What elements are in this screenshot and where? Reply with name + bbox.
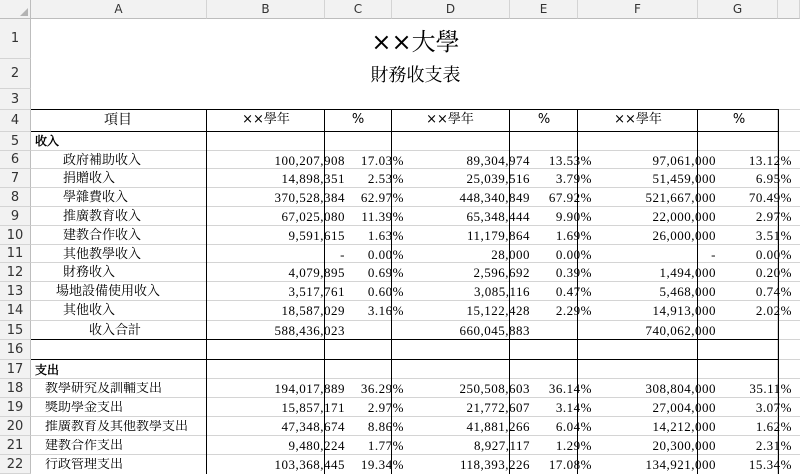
income-pct-2: 0.00%: [555, 247, 592, 262]
expense-pct-1: 1.77%: [367, 438, 404, 453]
income-value-3: 22,000,000: [652, 209, 716, 224]
header-year-3: ××學年: [614, 112, 662, 127]
expense-pct-2: 17.08%: [548, 457, 592, 472]
income-pct-1: 62.97%: [360, 190, 404, 205]
table-column-border: [206, 109, 207, 474]
expense-value-1: 47,348,674: [281, 419, 345, 434]
header-pct-3: %: [732, 112, 746, 127]
income-pct-3: 13.12%: [748, 153, 792, 168]
income-pct-2: 67.92%: [548, 190, 592, 205]
income-pct-1: 0.60%: [367, 284, 404, 299]
expense-value-2: 21,772,607: [466, 400, 530, 415]
header-year-1: ××學年: [242, 112, 290, 127]
header-item: 項目: [104, 112, 132, 128]
income-value-1: 67,025,080: [281, 209, 345, 224]
header-bottom-border: [31, 131, 779, 132]
income-item-label: 其他教學收入: [63, 247, 142, 262]
expense-pct-1: 8.86%: [367, 419, 404, 434]
expense-item-label: 獎助學金支出: [45, 401, 124, 414]
income-value-3: 51,459,000: [652, 171, 716, 186]
expense-value-3: 308,804,000: [645, 381, 716, 396]
expense-value-2: 250,508,603: [459, 381, 530, 396]
row-header-20[interactable]: 20: [0, 417, 31, 436]
row-header-8[interactable]: 8: [0, 188, 31, 207]
expense-pct-3: 2.31%: [755, 438, 792, 453]
income-pct-3: 70.49%: [748, 190, 792, 205]
total-bottom-border: [31, 359, 779, 360]
income-value-3: 5,468,000: [659, 284, 716, 299]
income-value-2: 65,348,444: [466, 209, 530, 224]
row-header-19[interactable]: 19: [0, 398, 31, 417]
column-header-f[interactable]: F: [578, 0, 698, 19]
expense-value-1: 103,368,445: [274, 457, 345, 472]
expense-pct-2: 1.29%: [555, 438, 592, 453]
income-item-label: 推廣教育收入: [63, 209, 142, 224]
row-header-17[interactable]: 17: [0, 360, 31, 379]
expense-value-2: 118,393,226: [459, 457, 530, 472]
income-value-1: 370,528,384: [274, 190, 345, 205]
income-value-3: 14,913,000: [652, 303, 716, 318]
row-header-16[interactable]: 16: [0, 340, 31, 360]
income-item-label: 場地設備使用收入: [56, 284, 161, 299]
income-pct-3: 3.51%: [755, 228, 792, 243]
income-value-3: 1,494,000: [659, 265, 716, 280]
select-all-triangle-icon: [20, 8, 28, 16]
expense-pct-3: 35.11%: [749, 381, 792, 396]
expense-pct-2: 36.14%: [548, 381, 592, 396]
income-pct-3: 2.02%: [755, 303, 792, 318]
gridline-horizontal: [31, 281, 800, 282]
gridline-horizontal: [31, 454, 800, 455]
income-value-1: 9,591,615: [288, 228, 345, 243]
income-value-1: 3,517,761: [288, 284, 345, 299]
income-pct-2: 1.69%: [555, 228, 592, 243]
expense-value-1: 9,480,224: [288, 438, 345, 453]
income-value-1: 100,207,908: [274, 153, 345, 168]
gridline-horizontal: [31, 187, 800, 188]
income-value-2: 3,085,116: [473, 284, 530, 299]
gridline-horizontal: [31, 150, 800, 151]
gridline-horizontal: [31, 416, 800, 417]
row-header-15[interactable]: 15: [0, 321, 31, 340]
expense-value-3: 27,004,000: [652, 400, 716, 415]
row-3-blank: [31, 89, 800, 109]
income-value-2: 11,179,864: [466, 228, 530, 243]
income-total-value-1: 588,436,023: [274, 323, 345, 338]
row-header-9[interactable]: 9: [0, 207, 31, 226]
header-year-2: ××學年: [426, 112, 474, 127]
income-pct-3: 0.20%: [755, 265, 792, 280]
gridline-horizontal: [31, 320, 800, 321]
income-item-label: 建教合作收入: [63, 228, 142, 243]
expense-value-1: 15,857,171: [281, 400, 345, 415]
expense-value-3: 134,921,000: [645, 457, 716, 472]
column-header-a[interactable]: A: [31, 0, 207, 19]
income-value-3: 97,061,000: [652, 153, 716, 168]
income-pct-2: 2.29%: [555, 303, 592, 318]
expense-pct-1: 36.29%: [360, 381, 404, 396]
income-value-2: 28,000: [491, 247, 530, 262]
income-value-2: 15,122,428: [466, 303, 530, 318]
income-value-2: 448,340,849: [459, 190, 530, 205]
expense-pct-3: 3.07%: [755, 400, 792, 415]
income-item-label: 學雜費收入: [63, 190, 129, 205]
income-pct-2: 0.47%: [555, 284, 592, 299]
column-header-blank[interactable]: [778, 0, 800, 19]
income-pct-1: 2.53%: [367, 171, 404, 186]
gridline-horizontal: [31, 244, 800, 245]
expense-section-label: 支出: [35, 363, 60, 377]
total-top-border: [31, 339, 779, 340]
income-value-3: 26,000,000: [652, 228, 716, 243]
gridline-horizontal: [31, 378, 800, 379]
expense-value-2: 41,881,266: [466, 419, 530, 434]
income-value-1: 18,587,029: [281, 303, 345, 318]
row-header-22[interactable]: 22: [0, 455, 31, 474]
gridline-horizontal: [31, 300, 800, 301]
gridline-horizontal: [31, 206, 800, 207]
income-pct-1: 11.39%: [361, 209, 404, 224]
sheet-title: ××大學: [371, 28, 460, 56]
row-header-5[interactable]: 5: [0, 132, 31, 151]
gridline-horizontal: [31, 262, 800, 263]
row-header-14[interactable]: 14: [0, 301, 31, 321]
income-value-3: 521,667,000: [645, 190, 716, 205]
expense-pct-3: 15.34%: [748, 457, 792, 472]
column-header-e[interactable]: E: [510, 0, 578, 19]
income-item-label: 捐贈收入: [63, 171, 116, 186]
income-value-1: 14,898,351: [281, 171, 345, 186]
row-header-6[interactable]: 6: [0, 151, 31, 169]
column-header-d[interactable]: D: [392, 0, 510, 19]
select-all-corner[interactable]: [0, 0, 31, 19]
income-pct-1: 0.69%: [367, 265, 404, 280]
row-header-18[interactable]: 18: [0, 379, 31, 398]
expense-value-3: 20,300,000: [652, 438, 716, 453]
row-header-3[interactable]: 3: [0, 89, 31, 110]
expense-pct-2: 3.14%: [555, 400, 592, 415]
header-pct-1: %: [351, 112, 365, 127]
income-value-1: 4,079,895: [288, 265, 345, 280]
row-header-10[interactable]: 10: [0, 226, 31, 245]
expense-pct-1: 19.34%: [360, 457, 404, 472]
income-section-label: 收入: [35, 134, 60, 148]
gridline-horizontal: [31, 397, 800, 398]
row-header-4[interactable]: 4: [0, 110, 31, 132]
gridline-horizontal: [31, 225, 800, 226]
table-top-border: [31, 109, 779, 110]
income-pct-3: 2.97%: [755, 209, 792, 224]
expense-value-3: 14,212,000: [652, 419, 716, 434]
row-header-13[interactable]: 13: [0, 282, 31, 301]
income-pct-3: 6.95%: [755, 171, 792, 186]
row-header-12[interactable]: 12: [0, 263, 31, 282]
income-value-2: 2,596,692: [473, 265, 530, 280]
gridline-horizontal: [31, 168, 800, 169]
column-header-c[interactable]: C: [325, 0, 392, 19]
sheet-subtitle: 財務收支表: [370, 65, 461, 86]
income-value-2: 89,304,974: [466, 153, 530, 168]
income-pct-2: 3.79%: [555, 171, 592, 186]
expense-item-label: 行政管理支出: [45, 458, 124, 471]
expense-value-2: 8,927,117: [473, 438, 530, 453]
income-item-label: 政府補助收入: [63, 153, 142, 168]
income-value-1: -: [340, 247, 345, 262]
column-header-g[interactable]: G: [698, 0, 778, 19]
income-pct-3: 0.00%: [755, 247, 792, 262]
row-header-1[interactable]: 1: [0, 19, 31, 59]
income-pct-1: 3.16%: [367, 303, 404, 318]
income-pct-2: 9.90%: [555, 209, 592, 224]
income-pct-1: 17.03%: [360, 153, 404, 168]
header-pct-2: %: [537, 112, 551, 127]
income-pct-1: 0.00%: [367, 247, 404, 262]
income-total-value-2: 660,045,883: [459, 323, 530, 338]
row-header-21[interactable]: 21: [0, 436, 31, 455]
expense-pct-1: 2.97%: [367, 400, 404, 415]
expense-pct-3: 1.62%: [755, 419, 792, 434]
expense-item-label: 教學研究及訓輔支出: [45, 382, 163, 395]
row-header-11[interactable]: 11: [0, 245, 31, 263]
income-pct-3: 0.74%: [755, 284, 792, 299]
income-item-label: 財務收入: [63, 265, 116, 280]
expense-pct-2: 6.04%: [555, 419, 592, 434]
row-header-2[interactable]: 2: [0, 59, 31, 89]
income-pct-2: 13.53%: [548, 153, 592, 168]
income-pct-1: 1.63%: [367, 228, 404, 243]
gridline-horizontal: [31, 435, 800, 436]
row-header-7[interactable]: 7: [0, 169, 31, 188]
income-value-2: 25,039,516: [466, 171, 530, 186]
expense-item-label: 推廣教育及其他教學支出: [45, 420, 189, 433]
expense-value-1: 194,017,889: [274, 381, 345, 396]
income-total-value-3: 740,062,000: [645, 323, 716, 338]
income-pct-2: 0.39%: [555, 265, 592, 280]
column-header-b[interactable]: B: [207, 0, 325, 19]
expense-item-label: 建教合作支出: [45, 439, 124, 452]
income-value-3: -: [711, 247, 716, 262]
income-total-label: 收入合計: [89, 323, 142, 338]
income-item-label: 其他收入: [63, 303, 116, 318]
